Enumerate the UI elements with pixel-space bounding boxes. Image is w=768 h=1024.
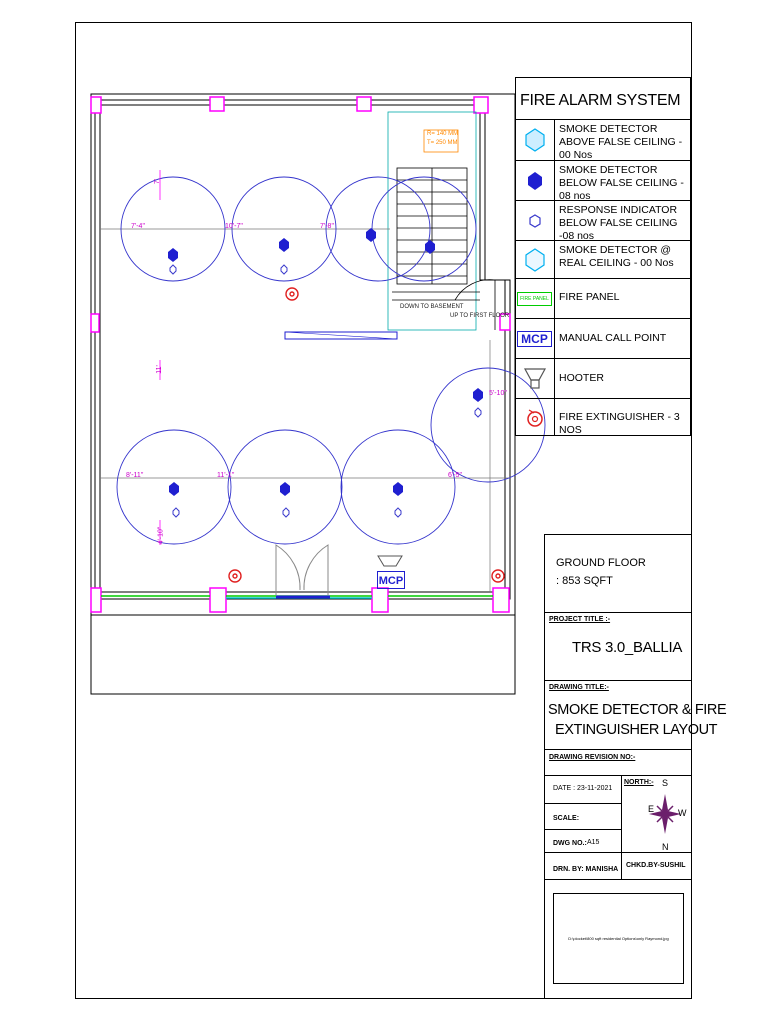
compass-s: S bbox=[662, 778, 669, 788]
legend-row-response-indicator bbox=[515, 200, 691, 240]
title-block-divider bbox=[544, 775, 691, 776]
legend-label: MANUAL CALL POINT bbox=[559, 332, 667, 344]
legend-label: SMOKE DETECTOR @ REAL CEILING - 00 Nos bbox=[559, 244, 674, 269]
plan-dimension: 7'-8" bbox=[320, 223, 334, 230]
title-block-divider bbox=[621, 852, 622, 879]
compass-e: E bbox=[648, 804, 655, 814]
drawn-by: DRN. BY: MANISHA bbox=[553, 866, 619, 873]
legend-title: FIRE ALARM SYSTEM bbox=[520, 92, 681, 109]
title-block-divider bbox=[544, 879, 691, 880]
smoke-detector-real-ceiling-icon bbox=[515, 241, 555, 278]
plan-dimension: 8'-11" bbox=[126, 472, 144, 479]
plan-dimension: 11' bbox=[155, 365, 163, 374]
legend-row-hooter bbox=[515, 358, 691, 398]
stair-riser-note: R= 140 MM bbox=[427, 131, 459, 137]
legend-row-smoke-detector-below bbox=[515, 160, 691, 200]
stair-tread-note: T= 250 MM bbox=[427, 140, 458, 146]
smoke-detector-above-false-ceiling-icon bbox=[515, 120, 555, 160]
plan-dimension: 6'-5" bbox=[448, 472, 462, 479]
title-block-divider bbox=[544, 803, 621, 804]
plan-dimension: 4'-10" bbox=[157, 526, 165, 545]
legend-label: RESPONSE INDICATOR BELOW FALSE CEILING -08 nos bbox=[559, 204, 678, 242]
plan-dimension: 7'-4" bbox=[131, 223, 145, 230]
legend-label: HOOTER bbox=[559, 372, 604, 384]
fire-panel-icon bbox=[515, 279, 555, 318]
door-swings bbox=[276, 545, 328, 595]
xref-image-path: D:\plocket\800 sqft residential Options\only Raymond.jpg bbox=[568, 936, 669, 941]
project-title: TRS 3.0_BALLIA bbox=[572, 639, 683, 656]
legend-label: SMOKE DETECTOR BELOW FALSE CEILING - 08 nos bbox=[559, 164, 684, 202]
drawing-title-line-2: EXTINGUISHER LAYOUT bbox=[555, 722, 718, 738]
title-block-divider bbox=[544, 852, 691, 853]
drawing-title-label: DRAWING TITLE:- bbox=[549, 684, 609, 691]
project-title-label: PROJECT TITLE :- bbox=[549, 616, 611, 623]
dwg-no-value: A15 bbox=[587, 839, 600, 846]
title-block-divider bbox=[544, 680, 691, 681]
title-block-divider bbox=[544, 829, 621, 830]
floor-info-line-1: GROUND FLOOR bbox=[556, 557, 646, 569]
north-label: NORTH:- bbox=[624, 779, 654, 786]
manual-call-point-icon bbox=[515, 319, 555, 358]
fire-panel-symbol: FIRE PANEL bbox=[517, 292, 552, 306]
plan-dimension: 10'-7" bbox=[225, 223, 243, 230]
scale-label: SCALE: bbox=[553, 815, 580, 822]
down-to-basement-label: DOWN TO BASEMENT bbox=[400, 304, 464, 310]
legend-row-fire-extinguisher bbox=[515, 398, 691, 436]
date-field: DATE : 23-11-2021 bbox=[553, 785, 613, 792]
title-block-divider bbox=[544, 749, 691, 750]
response-indicator-icon bbox=[515, 201, 555, 240]
legend-row-manual-call-point bbox=[515, 318, 691, 358]
plan-dimension: 11'-1" bbox=[217, 472, 235, 479]
legend-row-smoke-detector-above bbox=[515, 119, 691, 160]
plan-dimension: 7' bbox=[154, 178, 162, 185]
legend-label: FIRE PANEL bbox=[559, 291, 620, 303]
fire-extinguisher-icon bbox=[515, 399, 555, 436]
title-block-divider bbox=[621, 775, 622, 852]
drawing-title-line-1: SMOKE DETECTOR & FIRE bbox=[548, 702, 727, 718]
plan-mcp-symbol: MCP bbox=[377, 571, 405, 589]
title-block-divider bbox=[544, 612, 691, 613]
legend-label: FIRE EXTINGUISHER - 3 NOS bbox=[559, 411, 680, 436]
legend-row-fire-panel bbox=[515, 278, 691, 318]
floor-info-line-2: : 853 SQFT bbox=[556, 575, 613, 587]
mcp-symbol: MCP bbox=[517, 331, 552, 347]
smoke-detector-below-false-ceiling-icon bbox=[515, 161, 555, 200]
up-to-first-floor-label: UP TO FIRST FLOOR bbox=[450, 313, 510, 319]
drawing-revision-label: DRAWING REVISION NO:- bbox=[549, 754, 636, 761]
checked-by: CHKD.BY-SUSHIL bbox=[626, 862, 686, 869]
compass-n: N bbox=[662, 842, 669, 852]
plan-dimension: 5'-10" bbox=[489, 390, 507, 397]
hooter-icon bbox=[515, 359, 555, 398]
compass-w: W bbox=[678, 808, 687, 818]
response-indicators bbox=[170, 265, 481, 517]
hooter-symbol bbox=[378, 556, 402, 566]
dwg-no-label: DWG NO.: bbox=[553, 840, 587, 847]
legend-row-smoke-detector-real bbox=[515, 240, 691, 278]
legend-label: SMOKE DETECTOR ABOVE FALSE CEILING - 00 Nos bbox=[559, 123, 683, 161]
